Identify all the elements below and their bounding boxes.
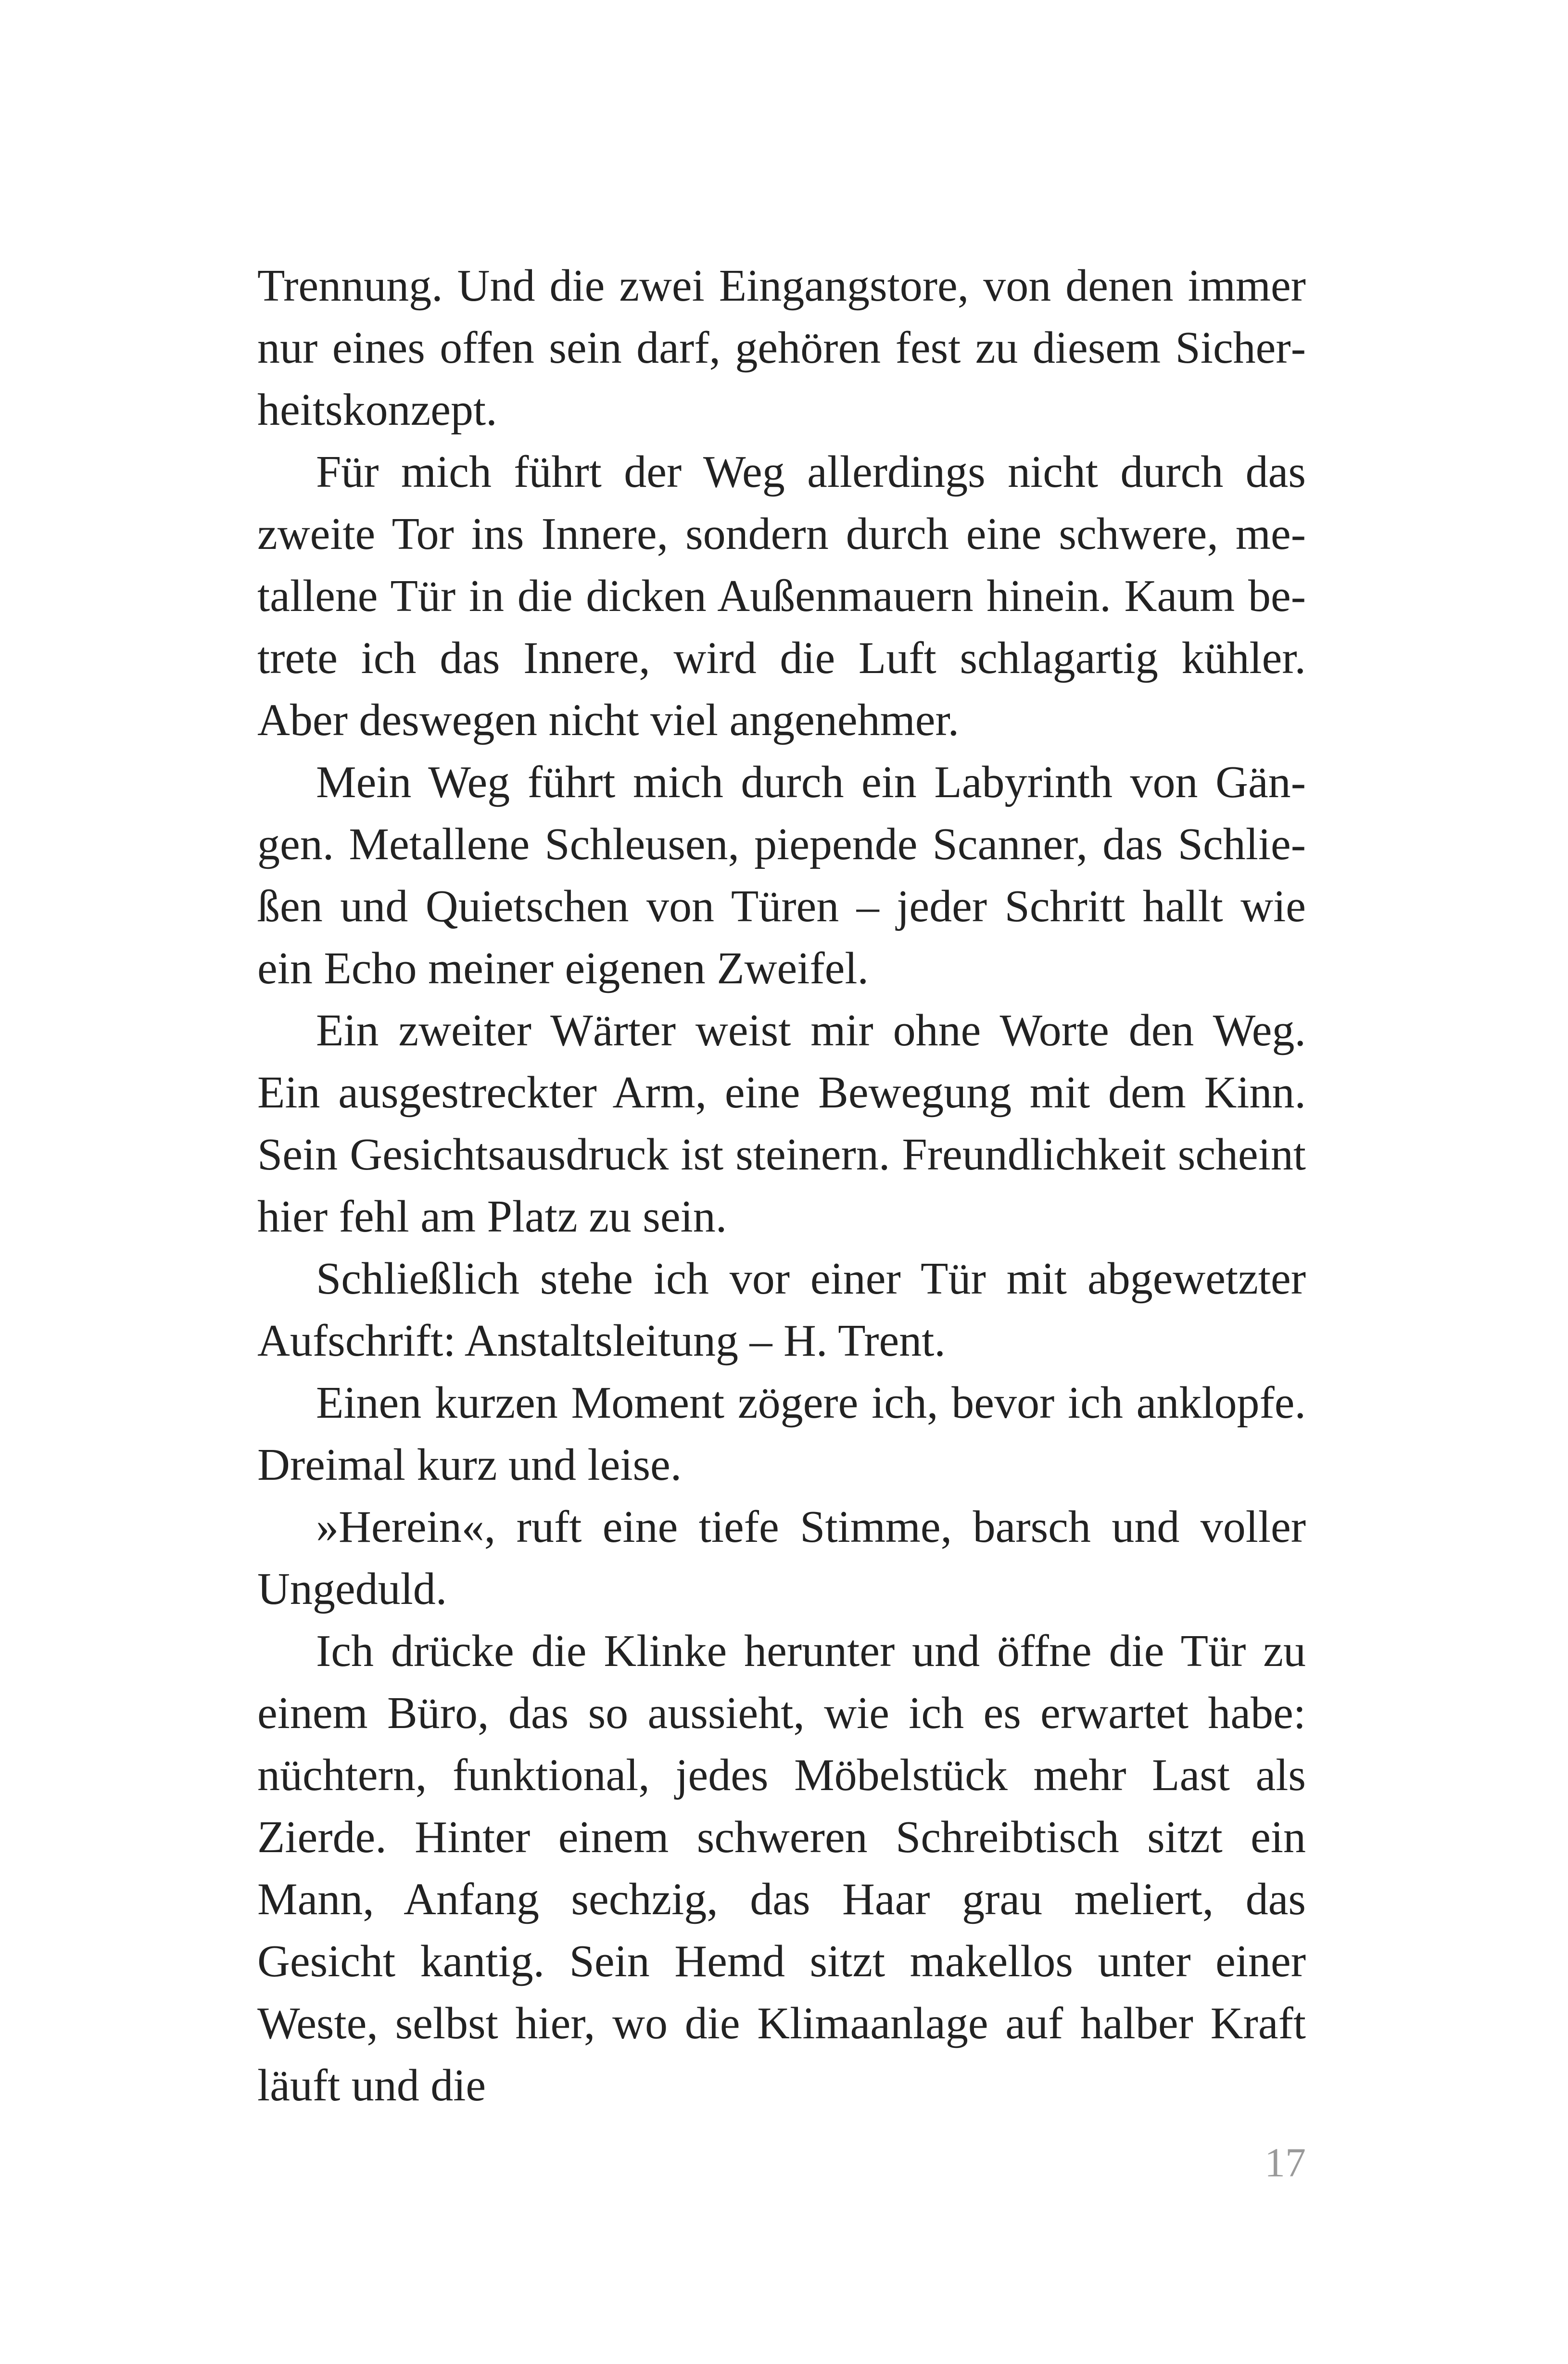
paragraph-4: Ein zweiter Wärter weist mir ohne Worte den Weg. Ein ausgestreckter Arm, eine Bewegung mit dem Kinn. Sein Gesichtsausdruck ist steinern. Freundlichkeit scheint hier fehl am Platz zu sein. [257,1005,1306,1242]
body-text [257,255,1306,2117]
paragraph-5: Schließlich stehe ich vor einer Tür mit abgewetzter Aufschrift: Anstaltsleitung – H. Trent. [257,1254,1306,1366]
paragraph-6: Einen kurzen Moment zögere ich, bevor ich anklopfe. Dreimal kurz und leise. [257,1378,1306,1490]
paragraph-2: Für mich führt der Weg allerdings nicht durch das zweite Tor ins Innere, sondern durch eine schwere, metallene Tür in die dicken Außenmauern hinein. Kaum betrete ich das Innere, wird die Luft schlagartig kühler. Aber deswegen nicht viel angenehmer. [257,447,1306,745]
paragraph-8: Ich drücke die Klinke herunter und öffne die Tür zu einem Büro, das so aussieht, wie ich es erwartet habe: nüchtern, funktional, jedes Möbelstück mehr Last als Zierde. Hinter einem schweren Schreibtisch sitzt ein Mann, Anfang sechzig, das Haar grau meliert, das Gesicht kantig. Sein Hemd sitzt makellos unter einer Weste, selbst hier, wo die Klimaanlage auf halber Kraft läuft und die [257,1626,1306,2110]
paragraph-7: »Herein«, ruft eine tiefe Stimme, barsch und voller Ungeduld. [257,1502,1306,1614]
paragraph-3: Mein Weg führt mich durch ein Labyrinth von Gängen. Metallene Schleusen, piepende Scanner, das Schließen und Quietschen von Türen – jeder Schritt hallt wie ein Echo meiner eigenen Zweifel. [257,757,1306,993]
page-number: 17 [1265,2139,1306,2186]
paragraph-1: Trennung. Und die zwei Eingangstore, von denen immer nur eines offen sein darf, gehören fest zu diesem Sicherheitskonzept. [257,261,1306,435]
